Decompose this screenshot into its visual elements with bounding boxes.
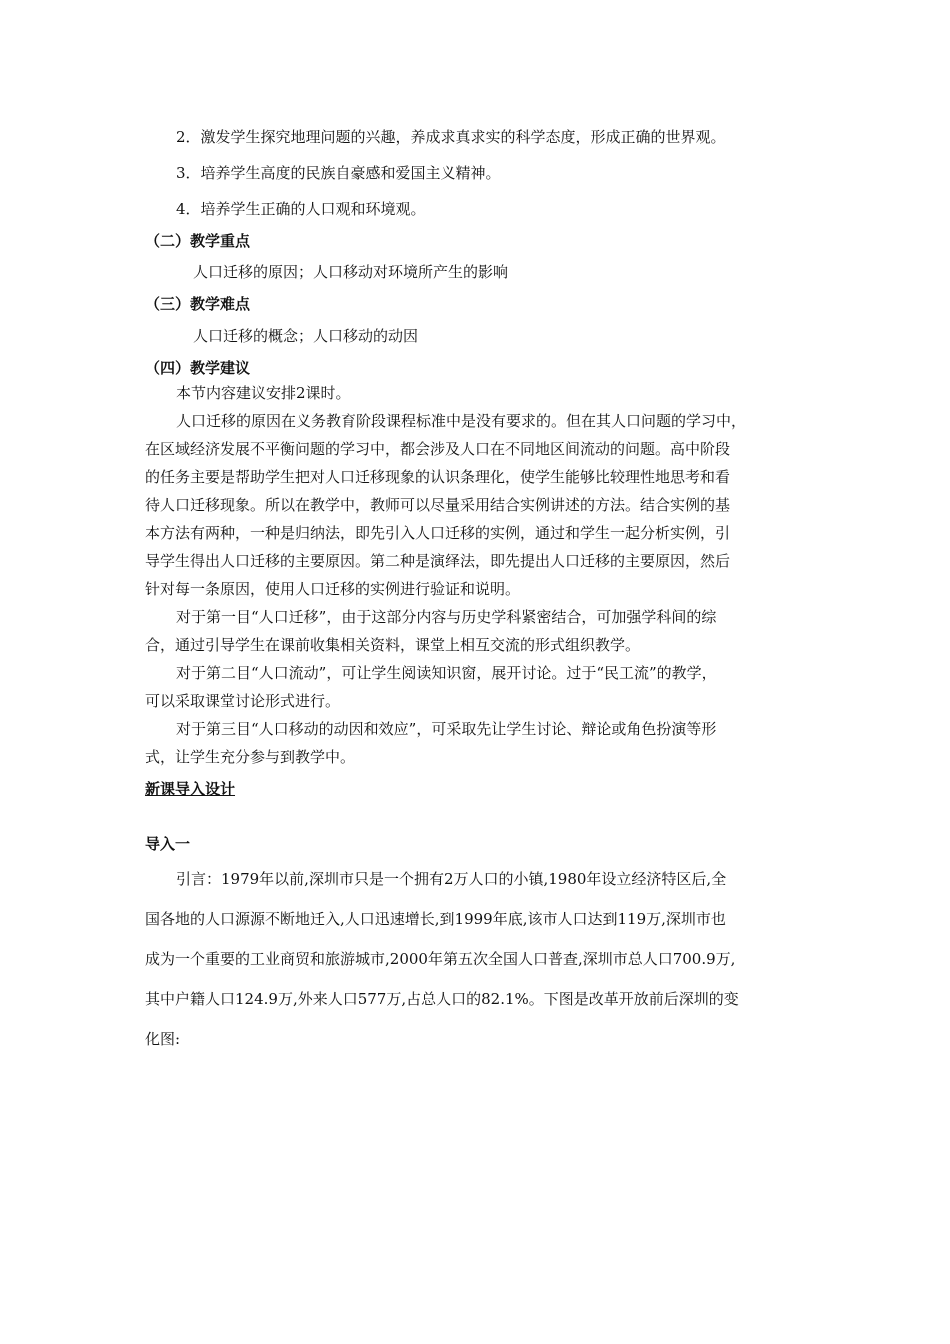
difficulties-text: 人口迁移的概念；人口移动的动因 bbox=[193, 327, 419, 345]
intro-line: 引言：1979年以前,深圳市只是一个拥有2万人口的小镇,1980年设立经济特区后,全 bbox=[176, 870, 727, 888]
suggestion-line: 合，通过引导学生在课前收集相关资料，课堂上相互交流的形式组织教学。 bbox=[145, 636, 641, 654]
intro-line: 其中户籍人口124.9万,外来人口577万,占总人口的82.1%。下图是改革开放前后深圳的变 bbox=[145, 990, 739, 1008]
key-points-heading: （二）教学重点 bbox=[145, 232, 251, 250]
intro-line: 成为一个重要的工业商贸和旅游城市,2000年第五次全国人口普查,深圳市总人口700.9万, bbox=[145, 950, 736, 968]
suggestion-line: 对于第三目“人口移动的动因和效应”，可采取先让学生讨论、辩论或角色扮演等形 bbox=[176, 720, 717, 738]
goal-item-4: 4．培养学生正确的人口观和环境观。 bbox=[176, 200, 426, 218]
suggestion-line: 可以采取课堂讨论形式进行。 bbox=[145, 692, 341, 710]
intro-line: 化图: bbox=[145, 1030, 181, 1048]
suggestion-line: 对于第二目“人口流动”，可让学生阅读知识窗，展开讨论。过于“民工流”的教学， bbox=[176, 664, 717, 682]
goal-item-2: 2．激发学生探究地理问题的兴趣，养成求真求实的科学态度，形成正确的世界观。 bbox=[176, 128, 726, 146]
suggestion-line: 式，让学生充分参与到教学中。 bbox=[145, 748, 356, 766]
suggestion-line: 在区域经济发展不平衡问题的学习中，都会涉及人口在不同地区间流动的问题。高中阶段 bbox=[145, 440, 731, 458]
goal-item-3: 3．培养学生高度的民族自豪感和爱国主义精神。 bbox=[176, 164, 501, 182]
suggestion-line: 的任务主要是帮助学生把对人口迁移现象的认识条理化，使学生能够比较理性地思考和看 bbox=[145, 468, 731, 486]
intro-one-heading: 导入一 bbox=[145, 835, 191, 853]
suggestion-line: 待人口迁移现象。所以在教学中，教师可以尽量采用结合实例讲述的方法。结合实例的基 bbox=[145, 496, 731, 514]
suggestions-heading: （四）教学建议 bbox=[145, 359, 251, 377]
intro-line: 国各地的人口源源不断地迁入,人口迅速增长,到1999年底,该市人口达到119万,深圳市也 bbox=[145, 910, 726, 928]
suggestion-line: 对于第一目“人口迁移”，由于这部分内容与历史学科紧密结合，可加强学科间的综 bbox=[176, 608, 717, 626]
suggestion-line: 本方法有两种，一种是归纳法，即先引入人口迁移的实例，通过和学生一起分析实例，引 bbox=[145, 524, 731, 542]
suggestion-line: 针对每一条原因，使用人口迁移的实例进行验证和说明。 bbox=[145, 580, 521, 598]
suggestion-line: 导学生得出人口迁移的主要原因。第二种是演绎法，即先提出人口迁移的主要原因，然后 bbox=[145, 552, 731, 570]
suggestion-line: 本节内容建议安排2课时。 bbox=[176, 384, 351, 402]
key-points-text: 人口迁移的原因；人口移动对环境所产生的影响 bbox=[193, 263, 509, 281]
difficulties-heading: （三）教学难点 bbox=[145, 295, 251, 313]
suggestion-line: 人口迁移的原因在义务教育阶段课程标准中是没有要求的。但在其人口问题的学习中， bbox=[176, 412, 747, 430]
new-lesson-heading: 新课导入设计 bbox=[145, 780, 236, 798]
